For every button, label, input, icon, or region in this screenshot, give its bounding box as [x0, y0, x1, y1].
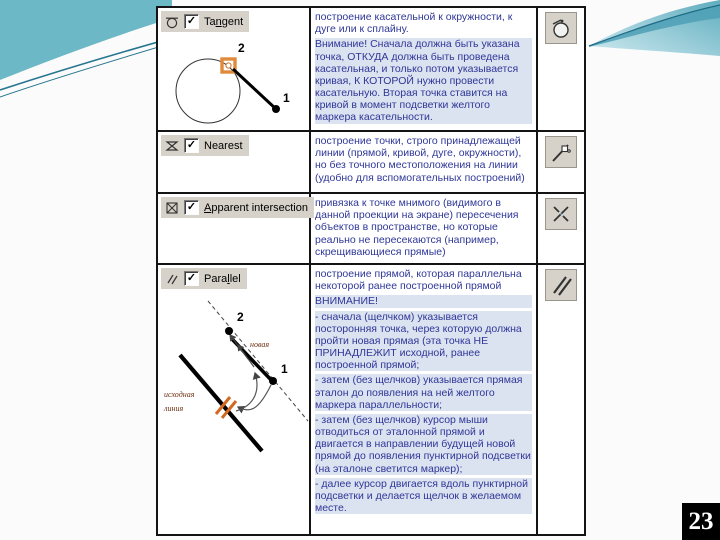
parallel-point-1-label: 1 [281, 362, 288, 376]
description-paragraph: привязка к точке мнимого (видимого в данной проекции на экране) пересечения объектов в пространстве, но которые реально не пересекаются (например, скрещивающиеся прямые) [315, 197, 519, 258]
table-row-nearest [158, 132, 584, 194]
parallel-tool-cell [538, 265, 584, 534]
apparent-cell-control [158, 194, 311, 263]
description-paragraph: - далее курсор двигается вдоль пунктирной подсветки и делается щелчок в желаемом месте. [315, 478, 532, 515]
parallel-button-icon [549, 273, 573, 297]
tangent-diagram [158, 36, 308, 132]
apparent-description [311, 194, 538, 263]
description-paragraph: построение касательной к окружности, к дуге или к сплайну. [315, 11, 513, 36]
nearest-description [311, 132, 538, 192]
slide-wave-decoration-right [583, 0, 720, 80]
parallel-checkbox[interactable]: ✓ [184, 271, 199, 286]
parallel-snap-icon [165, 272, 179, 286]
apparent-intersection-toolbar-button[interactable] [545, 198, 577, 230]
table-row-parallel [158, 265, 584, 534]
tangent-point-1-label: 1 [283, 91, 290, 105]
description-paragraph: - затем (без щелчков) курсор мыши отводиться от эталонной прямой и двигается в направлении будущей новой прямой до появления пунктирной подсветки (на эталоне светится маркер); [315, 413, 531, 475]
tangent-checkbox[interactable]: ✓ [184, 14, 199, 29]
parallel-diagram [158, 293, 309, 498]
description-paragraph: ВНИМАНИЕ! [315, 295, 532, 307]
tangent-checkbox-panel[interactable] [161, 11, 249, 32]
apparent-intersection-snap-icon [165, 201, 179, 215]
tangent-snap-icon [165, 15, 179, 29]
apparent-checkbox-label: Apparent intersection [204, 201, 308, 214]
parallel-cell-control [158, 265, 311, 534]
osnap-reference-table [156, 6, 586, 536]
description-paragraph: - сначала (щелчком) указывается посторонняя точка, через которую должна пройти новая прямая (эта точка НЕ ПРИНАДЛЕЖИТ исходной, ранее построенной прямой; [315, 311, 532, 372]
nearest-button-icon [549, 140, 573, 164]
parallel-point-2-label: 2 [237, 310, 244, 324]
tangent-description [311, 8, 538, 130]
description-paragraph: Внимание! Сначала должна быть указана точка, ОТКУДА должна быть проведена касательная, и только потом указывается кривая, К КОТОРОЙ нужно провести касательную. Вторая точка ставится на кривой в момент подсветки желтого маркера касательности. [315, 38, 532, 123]
parallel-description [311, 265, 538, 534]
apparent-checkbox[interactable]: ✓ [184, 200, 199, 215]
nearest-snap-icon [165, 139, 179, 153]
source-line-label-2: линия [164, 404, 184, 413]
description-paragraph: построение прямой, которая параллельна некоторой ранее построенной прямой [315, 268, 522, 293]
nearest-checkbox[interactable]: ✓ [184, 138, 199, 153]
description-paragraph: - затем (без щелчков) указывается прямая эталон до появления на ней желтого маркера параллельности; [315, 374, 532, 411]
parallel-toolbar-button[interactable] [545, 269, 577, 301]
tangent-tool-cell [538, 8, 584, 130]
parallel-checkbox-panel[interactable] [161, 268, 247, 289]
tangent-cell-control [158, 8, 311, 130]
apparent-intersection-button-icon [549, 202, 573, 226]
nearest-cell-control [158, 132, 311, 192]
nearest-checkbox-label: Nearest [204, 139, 243, 152]
tangent-toolbar-button[interactable] [545, 12, 577, 44]
nearest-tool-cell [538, 132, 584, 192]
table-row-tangent [158, 8, 584, 132]
table-row-apparent-intersection [158, 194, 584, 265]
tangent-checkbox-label: Tangent [204, 15, 244, 28]
source-line-label-1: исходная [164, 390, 195, 399]
apparent-tool-cell [538, 194, 584, 263]
nearest-toolbar-button[interactable] [545, 136, 577, 168]
tangent-point-2-label: 2 [238, 41, 245, 55]
tangent-button-icon [549, 16, 573, 40]
parallel-checkbox-label: Parallel [204, 272, 241, 285]
slide-corner-decoration-left [0, 0, 172, 132]
new-line-label: новая [250, 340, 270, 349]
nearest-checkbox-panel[interactable] [161, 135, 249, 156]
apparent-checkbox-panel[interactable] [161, 197, 314, 218]
slide-page-number: 23 [682, 503, 720, 540]
description-paragraph: построение точки, строго принадлежащей линии (прямой, кривой, дуге, окружности), но без точного местоположения на линии (удобно для вспомогательных построений) [315, 135, 525, 184]
